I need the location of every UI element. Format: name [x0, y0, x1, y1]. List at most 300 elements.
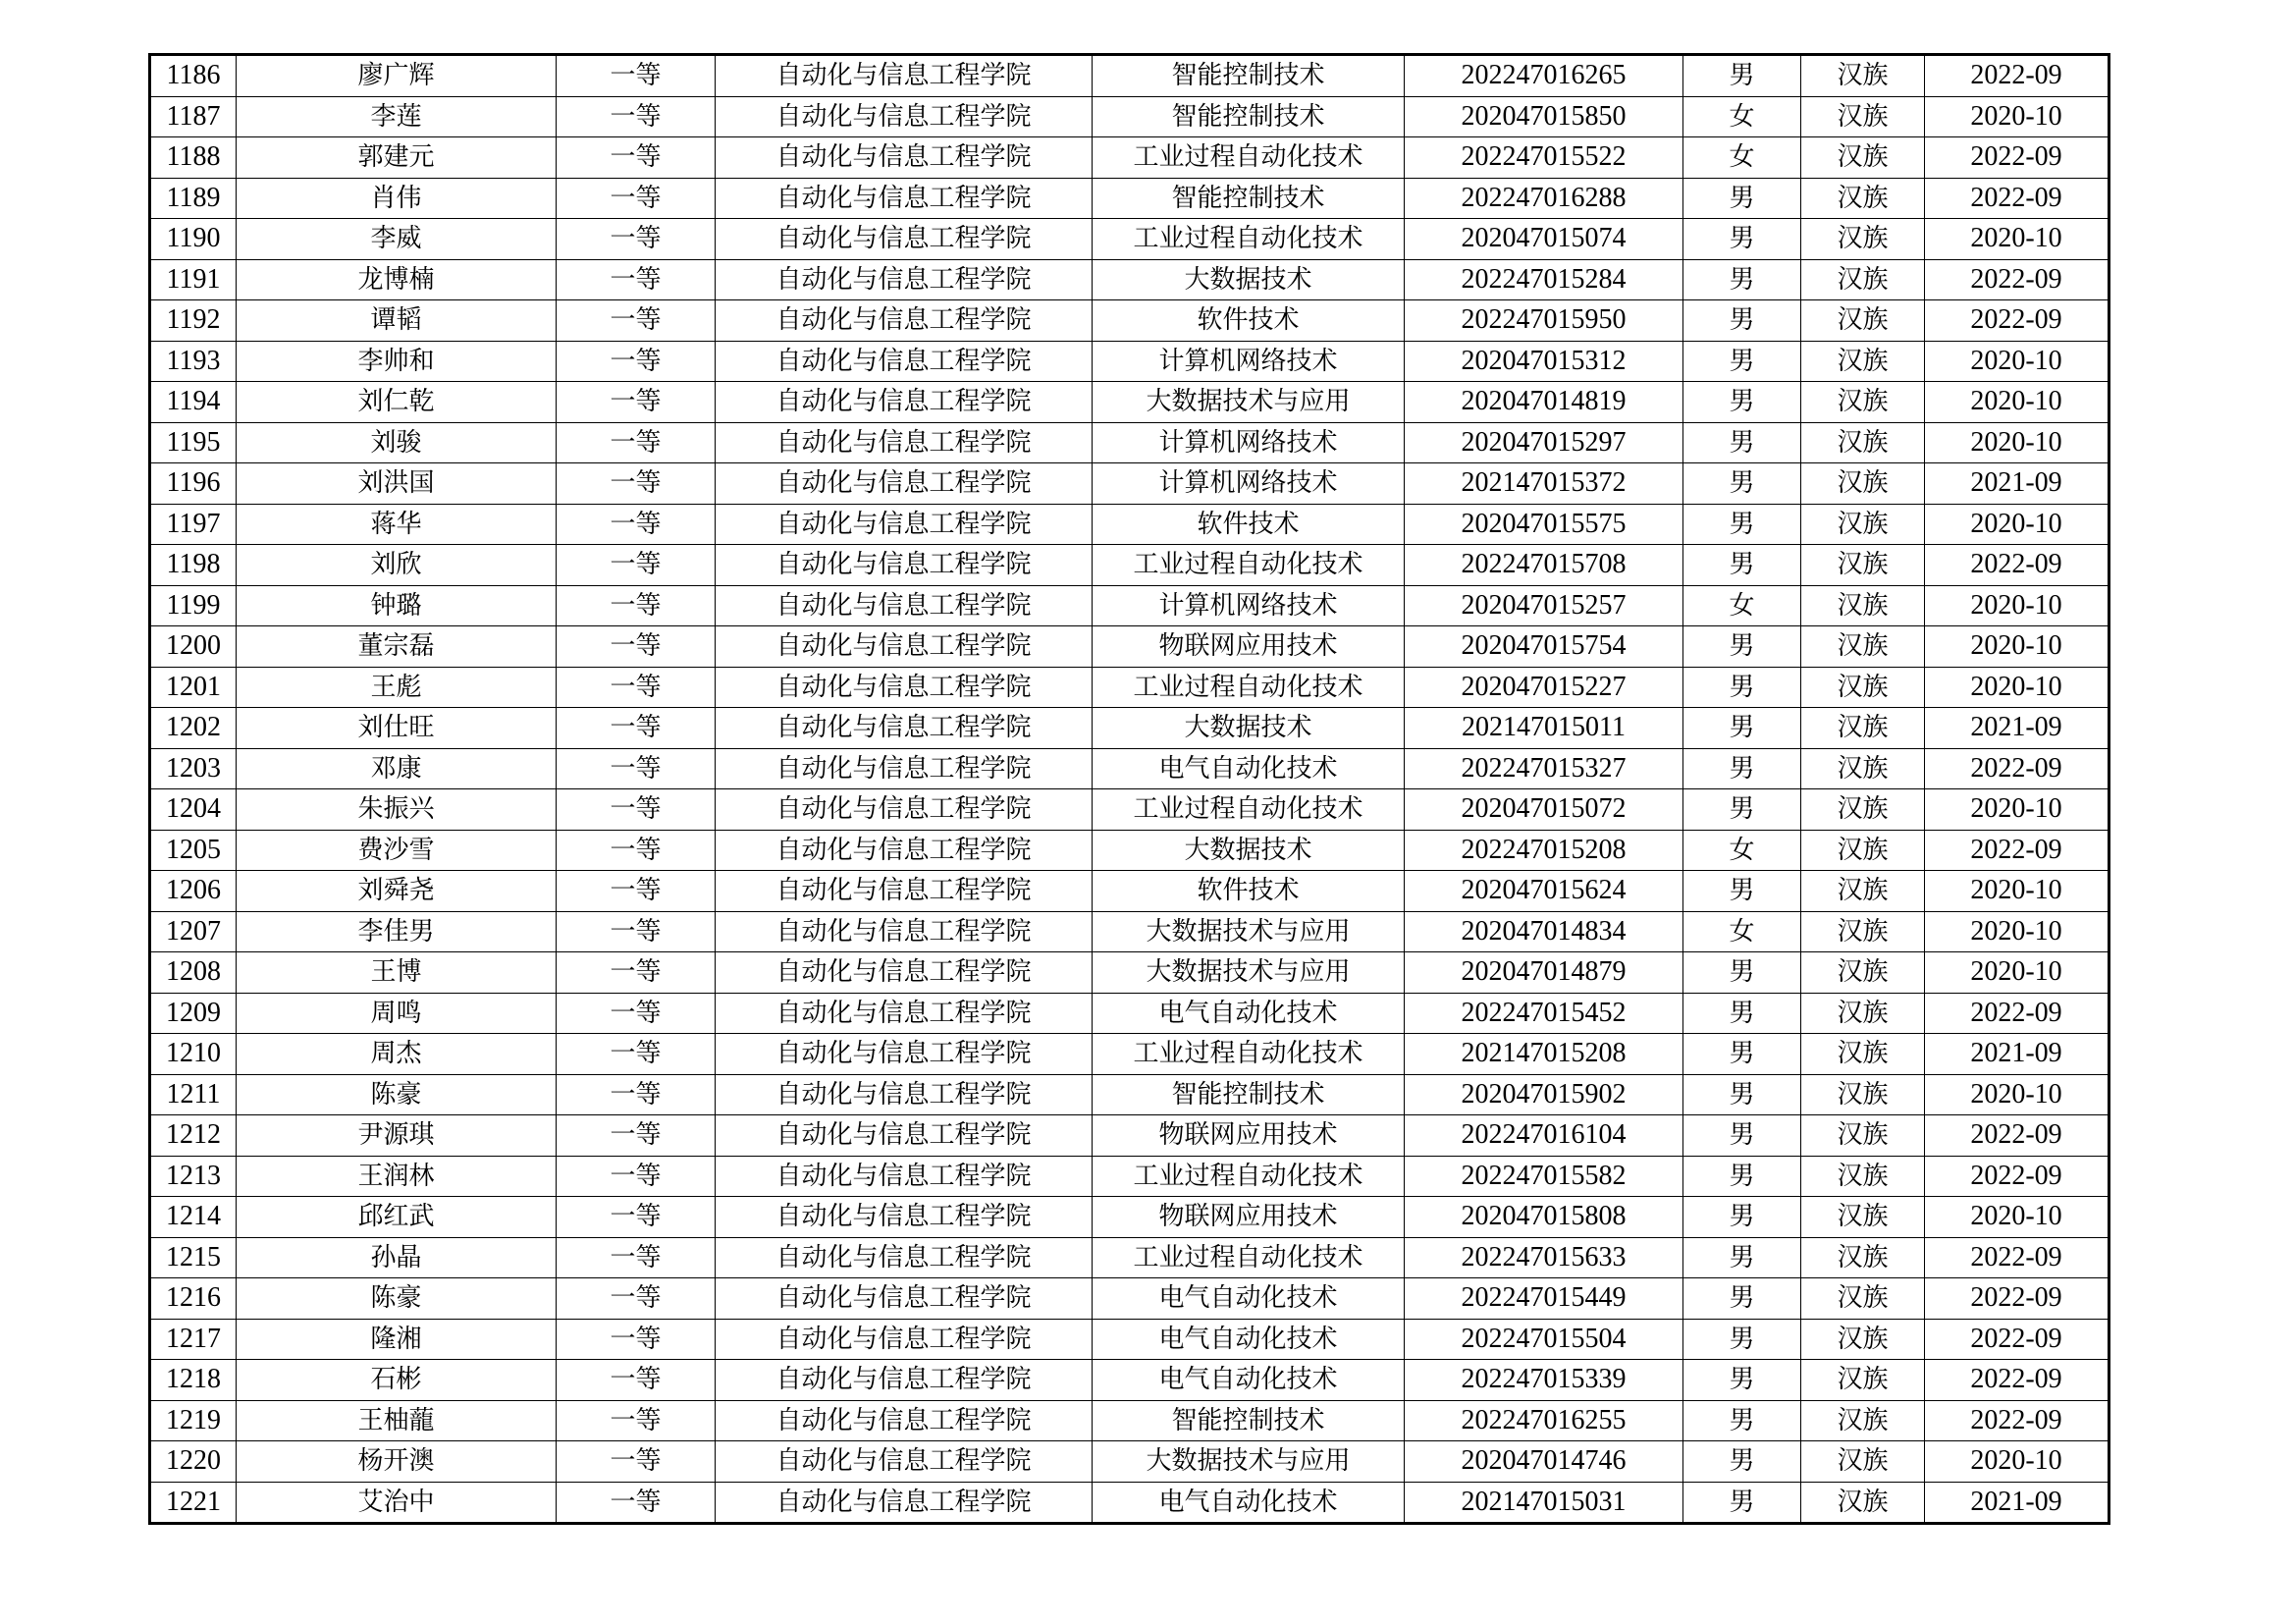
student-name-cell: 隆湘	[237, 1319, 557, 1360]
student-name-cell: 杨开澳	[237, 1441, 557, 1483]
award-level-cell: 一等	[557, 748, 716, 789]
ethnicity-cell: 汉族	[1801, 952, 1925, 994]
major-cell: 工业过程自动化技术	[1093, 137, 1405, 179]
gender-cell: 男	[1683, 1115, 1801, 1157]
student-id-cell: 202047015074	[1405, 219, 1683, 260]
row-number-cell: 1221	[150, 1482, 237, 1524]
college-cell: 自动化与信息工程学院	[716, 1034, 1093, 1075]
row-number-cell: 1193	[150, 341, 237, 382]
table-row	[150, 1278, 2109, 1320]
student-id-cell: 202247015449	[1405, 1278, 1683, 1320]
student-name-cell: 陈豪	[237, 1278, 557, 1320]
row-number-cell: 1191	[150, 259, 237, 300]
gender-cell: 男	[1683, 667, 1801, 708]
college-cell: 自动化与信息工程学院	[716, 1360, 1093, 1401]
award-level-cell: 一等	[557, 382, 716, 423]
ethnicity-cell: 汉族	[1801, 382, 1925, 423]
major-cell: 大数据技术	[1093, 259, 1405, 300]
college-cell: 自动化与信息工程学院	[716, 178, 1093, 219]
enrollment-date-cell: 2020-10	[1925, 1074, 2109, 1115]
major-cell: 电气自动化技术	[1093, 1482, 1405, 1524]
enrollment-date-cell: 2022-09	[1925, 993, 2109, 1034]
student-name-cell: 李莲	[237, 96, 557, 137]
student-name-cell: 肖伟	[237, 178, 557, 219]
major-cell: 电气自动化技术	[1093, 1360, 1405, 1401]
row-number-cell: 1204	[150, 789, 237, 831]
gender-cell: 男	[1683, 178, 1801, 219]
enrollment-date-cell: 2022-09	[1925, 1360, 2109, 1401]
student-name-cell: 刘仕旺	[237, 708, 557, 749]
award-level-cell: 一等	[557, 952, 716, 994]
ethnicity-cell: 汉族	[1801, 585, 1925, 626]
student-name-cell: 李帅和	[237, 341, 557, 382]
student-name-cell: 刘舜尧	[237, 871, 557, 912]
gender-cell: 男	[1683, 789, 1801, 831]
student-id-cell: 202047015624	[1405, 871, 1683, 912]
major-cell: 智能控制技术	[1093, 96, 1405, 137]
award-level-cell: 一等	[557, 504, 716, 545]
table-row	[150, 259, 2109, 300]
ethnicity-cell: 汉族	[1801, 708, 1925, 749]
award-level-cell: 一等	[557, 993, 716, 1034]
table-row	[150, 993, 2109, 1034]
row-number-cell: 1186	[150, 55, 237, 97]
enrollment-date-cell: 2020-10	[1925, 219, 2109, 260]
gender-cell: 男	[1683, 463, 1801, 505]
student-name-cell: 李威	[237, 219, 557, 260]
award-level-cell: 一等	[557, 1319, 716, 1360]
ethnicity-cell: 汉族	[1801, 911, 1925, 952]
row-number-cell: 1190	[150, 219, 237, 260]
student-id-cell: 202247016255	[1405, 1400, 1683, 1441]
award-level-cell: 一等	[557, 1441, 716, 1483]
college-cell: 自动化与信息工程学院	[716, 55, 1093, 97]
student-name-cell: 孙晶	[237, 1237, 557, 1278]
student-id-cell: 202047015227	[1405, 667, 1683, 708]
gender-cell: 男	[1683, 1237, 1801, 1278]
award-level-cell: 一等	[557, 1360, 716, 1401]
row-number-cell: 1213	[150, 1156, 237, 1197]
student-name-cell: 费沙雪	[237, 830, 557, 871]
ethnicity-cell: 汉族	[1801, 1278, 1925, 1320]
gender-cell: 男	[1683, 259, 1801, 300]
row-number-cell: 1201	[150, 667, 237, 708]
table-row	[150, 178, 2109, 219]
enrollment-date-cell: 2020-10	[1925, 871, 2109, 912]
major-cell: 工业过程自动化技术	[1093, 1034, 1405, 1075]
college-cell: 自动化与信息工程学院	[716, 504, 1093, 545]
major-cell: 电气自动化技术	[1093, 1278, 1405, 1320]
student-id-cell: 202247015633	[1405, 1237, 1683, 1278]
gender-cell: 男	[1683, 1360, 1801, 1401]
award-level-cell: 一等	[557, 219, 716, 260]
major-cell: 软件技术	[1093, 300, 1405, 342]
major-cell: 工业过程自动化技术	[1093, 789, 1405, 831]
gender-cell: 女	[1683, 137, 1801, 179]
table-row	[150, 871, 2109, 912]
row-number-cell: 1219	[150, 1400, 237, 1441]
enrollment-date-cell: 2022-09	[1925, 545, 2109, 586]
table-row	[150, 708, 2109, 749]
gender-cell: 男	[1683, 504, 1801, 545]
table-row	[150, 1074, 2109, 1115]
scholarship-roster-table	[148, 53, 2110, 1525]
student-name-cell: 廖广辉	[237, 55, 557, 97]
table-row	[150, 789, 2109, 831]
college-cell: 自动化与信息工程学院	[716, 341, 1093, 382]
enrollment-date-cell: 2022-09	[1925, 178, 2109, 219]
roster-table-body	[150, 55, 2109, 1524]
table-row	[150, 1319, 2109, 1360]
ethnicity-cell: 汉族	[1801, 1482, 1925, 1524]
student-id-cell: 202047015072	[1405, 789, 1683, 831]
student-id-cell: 202247015708	[1405, 545, 1683, 586]
enrollment-date-cell: 2020-10	[1925, 667, 2109, 708]
major-cell: 智能控制技术	[1093, 178, 1405, 219]
major-cell: 电气自动化技术	[1093, 748, 1405, 789]
award-level-cell: 一等	[557, 1197, 716, 1238]
gender-cell: 男	[1683, 952, 1801, 994]
college-cell: 自动化与信息工程学院	[716, 708, 1093, 749]
major-cell: 物联网应用技术	[1093, 1115, 1405, 1157]
college-cell: 自动化与信息工程学院	[716, 300, 1093, 342]
gender-cell: 男	[1683, 748, 1801, 789]
gender-cell: 男	[1683, 219, 1801, 260]
college-cell: 自动化与信息工程学院	[716, 463, 1093, 505]
major-cell: 计算机网络技术	[1093, 422, 1405, 463]
award-level-cell: 一等	[557, 178, 716, 219]
ethnicity-cell: 汉族	[1801, 545, 1925, 586]
award-level-cell: 一等	[557, 463, 716, 505]
ethnicity-cell: 汉族	[1801, 1034, 1925, 1075]
table-row	[150, 55, 2109, 97]
gender-cell: 男	[1683, 1197, 1801, 1238]
enrollment-date-cell: 2020-10	[1925, 952, 2109, 994]
major-cell: 智能控制技术	[1093, 1400, 1405, 1441]
college-cell: 自动化与信息工程学院	[716, 1319, 1093, 1360]
gender-cell: 女	[1683, 830, 1801, 871]
student-name-cell: 刘骏	[237, 422, 557, 463]
student-id-cell: 202047015808	[1405, 1197, 1683, 1238]
row-number-cell: 1206	[150, 871, 237, 912]
ethnicity-cell: 汉族	[1801, 1115, 1925, 1157]
major-cell: 电气自动化技术	[1093, 1319, 1405, 1360]
college-cell: 自动化与信息工程学院	[716, 1197, 1093, 1238]
row-number-cell: 1212	[150, 1115, 237, 1157]
student-name-cell: 石彬	[237, 1360, 557, 1401]
enrollment-date-cell: 2022-09	[1925, 55, 2109, 97]
major-cell: 大数据技术与应用	[1093, 911, 1405, 952]
major-cell: 工业过程自动化技术	[1093, 667, 1405, 708]
table-row	[150, 1482, 2109, 1524]
row-number-cell: 1220	[150, 1441, 237, 1483]
college-cell: 自动化与信息工程学院	[716, 1400, 1093, 1441]
table-row	[150, 382, 2109, 423]
student-id-cell: 202047014879	[1405, 952, 1683, 994]
college-cell: 自动化与信息工程学院	[716, 626, 1093, 668]
student-id-cell: 202247015327	[1405, 748, 1683, 789]
major-cell: 大数据技术	[1093, 830, 1405, 871]
college-cell: 自动化与信息工程学院	[716, 422, 1093, 463]
college-cell: 自动化与信息工程学院	[716, 993, 1093, 1034]
student-id-cell: 202047015312	[1405, 341, 1683, 382]
table-row	[150, 748, 2109, 789]
row-number-cell: 1216	[150, 1278, 237, 1320]
student-name-cell: 邱红武	[237, 1197, 557, 1238]
table-row	[150, 626, 2109, 668]
gender-cell: 男	[1683, 300, 1801, 342]
award-level-cell: 一等	[557, 871, 716, 912]
student-id-cell: 202247015208	[1405, 830, 1683, 871]
student-name-cell: 邓康	[237, 748, 557, 789]
table-row	[150, 830, 2109, 871]
gender-cell: 男	[1683, 55, 1801, 97]
gender-cell: 男	[1683, 1034, 1801, 1075]
row-number-cell: 1188	[150, 137, 237, 179]
award-level-cell: 一等	[557, 585, 716, 626]
table-row	[150, 96, 2109, 137]
row-number-cell: 1194	[150, 382, 237, 423]
row-number-cell: 1196	[150, 463, 237, 505]
enrollment-date-cell: 2020-10	[1925, 1441, 2109, 1483]
enrollment-date-cell: 2022-09	[1925, 259, 2109, 300]
row-number-cell: 1197	[150, 504, 237, 545]
student-id-cell: 202047015575	[1405, 504, 1683, 545]
college-cell: 自动化与信息工程学院	[716, 667, 1093, 708]
ethnicity-cell: 汉族	[1801, 1400, 1925, 1441]
award-level-cell: 一等	[557, 422, 716, 463]
award-level-cell: 一等	[557, 341, 716, 382]
gender-cell: 男	[1683, 871, 1801, 912]
college-cell: 自动化与信息工程学院	[716, 789, 1093, 831]
ethnicity-cell: 汉族	[1801, 1360, 1925, 1401]
student-id-cell: 202047015257	[1405, 585, 1683, 626]
student-name-cell: 王柚蘢	[237, 1400, 557, 1441]
major-cell: 大数据技术与应用	[1093, 952, 1405, 994]
college-cell: 自动化与信息工程学院	[716, 1156, 1093, 1197]
award-level-cell: 一等	[557, 1278, 716, 1320]
enrollment-date-cell: 2022-09	[1925, 1156, 2109, 1197]
ethnicity-cell: 汉族	[1801, 219, 1925, 260]
college-cell: 自动化与信息工程学院	[716, 545, 1093, 586]
enrollment-date-cell: 2021-09	[1925, 1034, 2109, 1075]
enrollment-date-cell: 2020-10	[1925, 341, 2109, 382]
row-number-cell: 1217	[150, 1319, 237, 1360]
ethnicity-cell: 汉族	[1801, 1156, 1925, 1197]
table-row	[150, 1237, 2109, 1278]
student-id-cell: 202147015031	[1405, 1482, 1683, 1524]
college-cell: 自动化与信息工程学院	[716, 585, 1093, 626]
student-id-cell: 202247016265	[1405, 55, 1683, 97]
ethnicity-cell: 汉族	[1801, 259, 1925, 300]
enrollment-date-cell: 2020-10	[1925, 626, 2109, 668]
college-cell: 自动化与信息工程学院	[716, 1237, 1093, 1278]
college-cell: 自动化与信息工程学院	[716, 952, 1093, 994]
enrollment-date-cell: 2020-10	[1925, 1197, 2109, 1238]
row-number-cell: 1210	[150, 1034, 237, 1075]
award-level-cell: 一等	[557, 626, 716, 668]
row-number-cell: 1205	[150, 830, 237, 871]
ethnicity-cell: 汉族	[1801, 667, 1925, 708]
major-cell: 工业过程自动化技术	[1093, 1156, 1405, 1197]
award-level-cell: 一等	[557, 1400, 716, 1441]
table-row	[150, 1360, 2109, 1401]
row-number-cell: 1203	[150, 748, 237, 789]
enrollment-date-cell: 2022-09	[1925, 1400, 2109, 1441]
enrollment-date-cell: 2022-09	[1925, 1115, 2109, 1157]
college-cell: 自动化与信息工程学院	[716, 219, 1093, 260]
ethnicity-cell: 汉族	[1801, 748, 1925, 789]
row-number-cell: 1208	[150, 952, 237, 994]
gender-cell: 男	[1683, 382, 1801, 423]
student-name-cell: 周杰	[237, 1034, 557, 1075]
student-id-cell: 202247015582	[1405, 1156, 1683, 1197]
ethnicity-cell: 汉族	[1801, 626, 1925, 668]
major-cell: 物联网应用技术	[1093, 1197, 1405, 1238]
award-level-cell: 一等	[557, 259, 716, 300]
row-number-cell: 1189	[150, 178, 237, 219]
table-row	[150, 422, 2109, 463]
student-id-cell: 202247015452	[1405, 993, 1683, 1034]
enrollment-date-cell: 2022-09	[1925, 748, 2109, 789]
gender-cell: 男	[1683, 1156, 1801, 1197]
award-level-cell: 一等	[557, 911, 716, 952]
award-level-cell: 一等	[557, 300, 716, 342]
student-id-cell: 202247015950	[1405, 300, 1683, 342]
student-name-cell: 王彪	[237, 667, 557, 708]
student-name-cell: 蒋华	[237, 504, 557, 545]
gender-cell: 女	[1683, 96, 1801, 137]
enrollment-date-cell: 2020-10	[1925, 96, 2109, 137]
row-number-cell: 1214	[150, 1197, 237, 1238]
college-cell: 自动化与信息工程学院	[716, 259, 1093, 300]
enrollment-date-cell: 2020-10	[1925, 585, 2109, 626]
ethnicity-cell: 汉族	[1801, 830, 1925, 871]
major-cell: 工业过程自动化技术	[1093, 1237, 1405, 1278]
gender-cell: 男	[1683, 993, 1801, 1034]
major-cell: 工业过程自动化技术	[1093, 545, 1405, 586]
award-level-cell: 一等	[557, 1115, 716, 1157]
student-name-cell: 尹源琪	[237, 1115, 557, 1157]
ethnicity-cell: 汉族	[1801, 789, 1925, 831]
row-number-cell: 1198	[150, 545, 237, 586]
college-cell: 自动化与信息工程学院	[716, 871, 1093, 912]
major-cell: 智能控制技术	[1093, 55, 1405, 97]
student-name-cell: 李佳男	[237, 911, 557, 952]
ethnicity-cell: 汉族	[1801, 1441, 1925, 1483]
college-cell: 自动化与信息工程学院	[716, 1115, 1093, 1157]
student-id-cell: 202047015754	[1405, 626, 1683, 668]
ethnicity-cell: 汉族	[1801, 504, 1925, 545]
college-cell: 自动化与信息工程学院	[716, 1482, 1093, 1524]
table-row	[150, 1441, 2109, 1483]
award-level-cell: 一等	[557, 708, 716, 749]
student-name-cell: 刘洪国	[237, 463, 557, 505]
ethnicity-cell: 汉族	[1801, 1319, 1925, 1360]
table-row	[150, 1115, 2109, 1157]
table-row	[150, 219, 2109, 260]
gender-cell: 男	[1683, 341, 1801, 382]
row-number-cell: 1218	[150, 1360, 237, 1401]
ethnicity-cell: 汉族	[1801, 1197, 1925, 1238]
award-level-cell: 一等	[557, 830, 716, 871]
row-number-cell: 1207	[150, 911, 237, 952]
student-id-cell: 202047014819	[1405, 382, 1683, 423]
major-cell: 计算机网络技术	[1093, 341, 1405, 382]
gender-cell: 男	[1683, 1400, 1801, 1441]
award-level-cell: 一等	[557, 789, 716, 831]
table-row	[150, 545, 2109, 586]
award-level-cell: 一等	[557, 1156, 716, 1197]
student-name-cell: 王润林	[237, 1156, 557, 1197]
award-level-cell: 一等	[557, 55, 716, 97]
row-number-cell: 1192	[150, 300, 237, 342]
ethnicity-cell: 汉族	[1801, 341, 1925, 382]
gender-cell: 男	[1683, 708, 1801, 749]
college-cell: 自动化与信息工程学院	[716, 1441, 1093, 1483]
enrollment-date-cell: 2022-09	[1925, 300, 2109, 342]
college-cell: 自动化与信息工程学院	[716, 1278, 1093, 1320]
enrollment-date-cell: 2022-09	[1925, 1278, 2109, 1320]
gender-cell: 女	[1683, 911, 1801, 952]
college-cell: 自动化与信息工程学院	[716, 382, 1093, 423]
gender-cell: 男	[1683, 626, 1801, 668]
table-row	[150, 585, 2109, 626]
major-cell: 大数据技术与应用	[1093, 1441, 1405, 1483]
gender-cell: 男	[1683, 1278, 1801, 1320]
award-level-cell: 一等	[557, 96, 716, 137]
student-name-cell: 龙博楠	[237, 259, 557, 300]
major-cell: 智能控制技术	[1093, 1074, 1405, 1115]
row-number-cell: 1187	[150, 96, 237, 137]
ethnicity-cell: 汉族	[1801, 1074, 1925, 1115]
gender-cell: 男	[1683, 1074, 1801, 1115]
student-id-cell: 202247015522	[1405, 137, 1683, 179]
table-row	[150, 1156, 2109, 1197]
gender-cell: 男	[1683, 1319, 1801, 1360]
ethnicity-cell: 汉族	[1801, 422, 1925, 463]
enrollment-date-cell: 2021-09	[1925, 463, 2109, 505]
ethnicity-cell: 汉族	[1801, 993, 1925, 1034]
college-cell: 自动化与信息工程学院	[716, 748, 1093, 789]
major-cell: 工业过程自动化技术	[1093, 219, 1405, 260]
row-number-cell: 1215	[150, 1237, 237, 1278]
enrollment-date-cell: 2020-10	[1925, 789, 2109, 831]
college-cell: 自动化与信息工程学院	[716, 96, 1093, 137]
student-id-cell: 202047014834	[1405, 911, 1683, 952]
student-id-cell: 202147015372	[1405, 463, 1683, 505]
major-cell: 物联网应用技术	[1093, 626, 1405, 668]
row-number-cell: 1202	[150, 708, 237, 749]
major-cell: 大数据技术	[1093, 708, 1405, 749]
student-name-cell: 董宗磊	[237, 626, 557, 668]
student-name-cell: 郭建元	[237, 137, 557, 179]
table-row	[150, 463, 2109, 505]
ethnicity-cell: 汉族	[1801, 463, 1925, 505]
row-number-cell: 1211	[150, 1074, 237, 1115]
table-row	[150, 1197, 2109, 1238]
student-name-cell: 刘仁乾	[237, 382, 557, 423]
student-name-cell: 陈豪	[237, 1074, 557, 1115]
gender-cell: 男	[1683, 1482, 1801, 1524]
row-number-cell: 1209	[150, 993, 237, 1034]
student-id-cell: 202047015850	[1405, 96, 1683, 137]
student-id-cell: 202047015902	[1405, 1074, 1683, 1115]
award-level-cell: 一等	[557, 137, 716, 179]
table-row	[150, 667, 2109, 708]
ethnicity-cell: 汉族	[1801, 55, 1925, 97]
major-cell: 计算机网络技术	[1093, 463, 1405, 505]
